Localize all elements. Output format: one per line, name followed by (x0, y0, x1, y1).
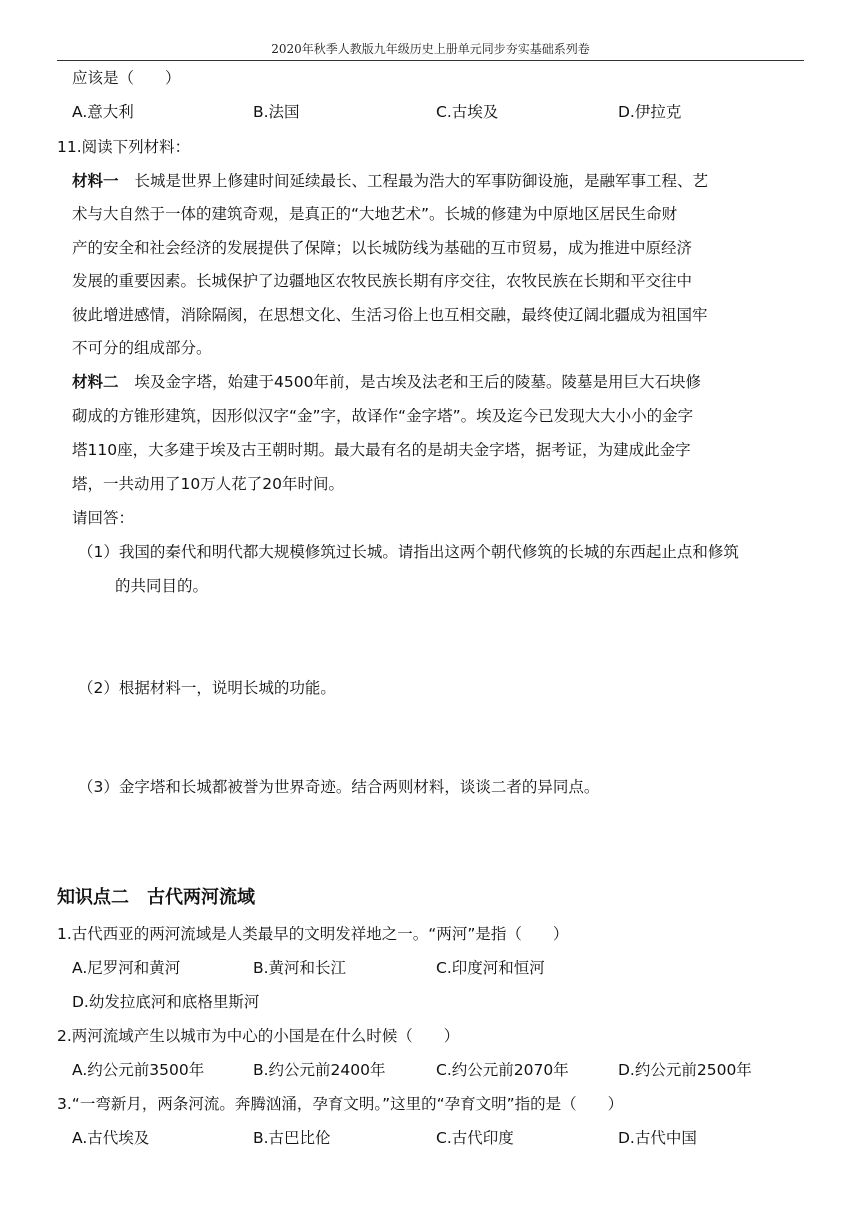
k2-option-d: D.约公元前2500年 (618, 1061, 752, 1079)
section-topic: 古代两河流域 (147, 887, 255, 908)
k2-option-a: A.约公元前3500年 (72, 1061, 205, 1079)
material-one-line-1 (72, 171, 708, 191)
q10-option-a: A.意大利 (72, 103, 134, 121)
material-two-line-1 (72, 372, 701, 392)
material-one-label: 材料一 (72, 172, 119, 190)
sub-question-2: （2）根据材料一，说明长城的功能。 (78, 679, 336, 697)
section-label: 知识点二 (57, 887, 129, 908)
section-title (57, 883, 255, 909)
material-one-line-2: 术与大自然于一体的建筑奇观，是真正的“大地艺术”。长城的修建为中原地区居民生命财 (72, 205, 678, 223)
answer-prompt: 请回答： (72, 509, 135, 527)
material-two-label: 材料二 (72, 373, 119, 391)
k1-stem: 1.古代西亚的两河流域是人类最早的文明发祥地之一。“两河”是指（ ） (57, 925, 569, 943)
k2-option-b: B.约公元前2400年 (253, 1061, 386, 1079)
k1-option-a: A.尼罗河和黄河 (72, 959, 181, 977)
sub-question-1-cont: 的共同目的。 (115, 577, 209, 595)
material-two-line-2: 砌成的方锥形建筑，因形似汉字“金”字，故译作“金字塔”。埃及迄今已发现大大小小的金字 (72, 407, 694, 425)
q10-option-d: D.伊拉克 (618, 103, 682, 121)
material-two-line-3: 塔110座，大多建于埃及古王朝时期。最大最有名的是胡夫金字塔，据考证，为建成此金字 (72, 441, 691, 459)
k3-option-d: D.古代中国 (618, 1129, 697, 1147)
q10-tail: 应该是（ ） (72, 69, 181, 87)
k1-option-d: D.幼发拉底河和底格里斯河 (72, 993, 260, 1011)
material-two-text: 埃及金字塔，始建于4500年前，是古埃及法老和王后的陵墓。陵墓是用巨大石块修 (134, 373, 701, 391)
k1-option-c: C.印度河和恒河 (436, 959, 545, 977)
page-header: 2020年秋季人教版九年级历史上册单元同步夯实基础系列卷 (57, 40, 804, 61)
k3-stem: 3.“一弯新月，两条河流。奔腾汹涌，孕育文明。”这里的“孕育文明”指的是（ ） (57, 1095, 624, 1113)
material-one-line-5: 彼此增进感情，消除隔阂，在思想文化、生活习俗上也互相交融，最终使辽阔北疆成为祖国牢 (72, 306, 708, 324)
material-two-line-4: 塔，一共动用了10万人花了20年时间。 (72, 475, 344, 493)
k3-option-c: C.古代印度 (436, 1129, 514, 1147)
material-one-line-4: 发展的重要因素。长城保护了边疆地区农牧民族长期有序交往，农牧民族在长期和平交往中 (72, 272, 693, 290)
k2-option-c: C.约公元前2070年 (436, 1061, 569, 1079)
sub-question-3: （3）金字塔和长城都被誉为世界奇迹。结合两则材料，谈谈二者的异同点。 (78, 778, 600, 796)
material-one-line-3: 产的安全和社会经济的发展提供了保障；以长城防线为基础的互市贸易，成为推进中原经济 (72, 239, 693, 257)
k3-option-a: A.古代埃及 (72, 1129, 150, 1147)
q11-intro: 11.阅读下列材料： (57, 138, 191, 156)
k2-stem: 2.两河流域产生以城市为中心的小国是在什么时候（ ） (57, 1027, 460, 1045)
sub-question-1: （1）我国的秦代和明代都大规模修筑过长城。请指出这两个朝代修筑的长城的东西起止点和修筑 (78, 543, 739, 561)
material-one-text: 长城是世界上修建时间延续最长、工程最为浩大的军事防御设施，是融军事工程、艺 (134, 172, 709, 190)
k1-option-b: B.黄河和长江 (253, 959, 347, 977)
q10-option-c: C.古埃及 (436, 103, 499, 121)
material-one-line-6: 不可分的组成部分。 (72, 339, 212, 357)
k3-option-b: B.古巴比伦 (253, 1129, 331, 1147)
q10-option-b: B.法国 (253, 103, 300, 121)
